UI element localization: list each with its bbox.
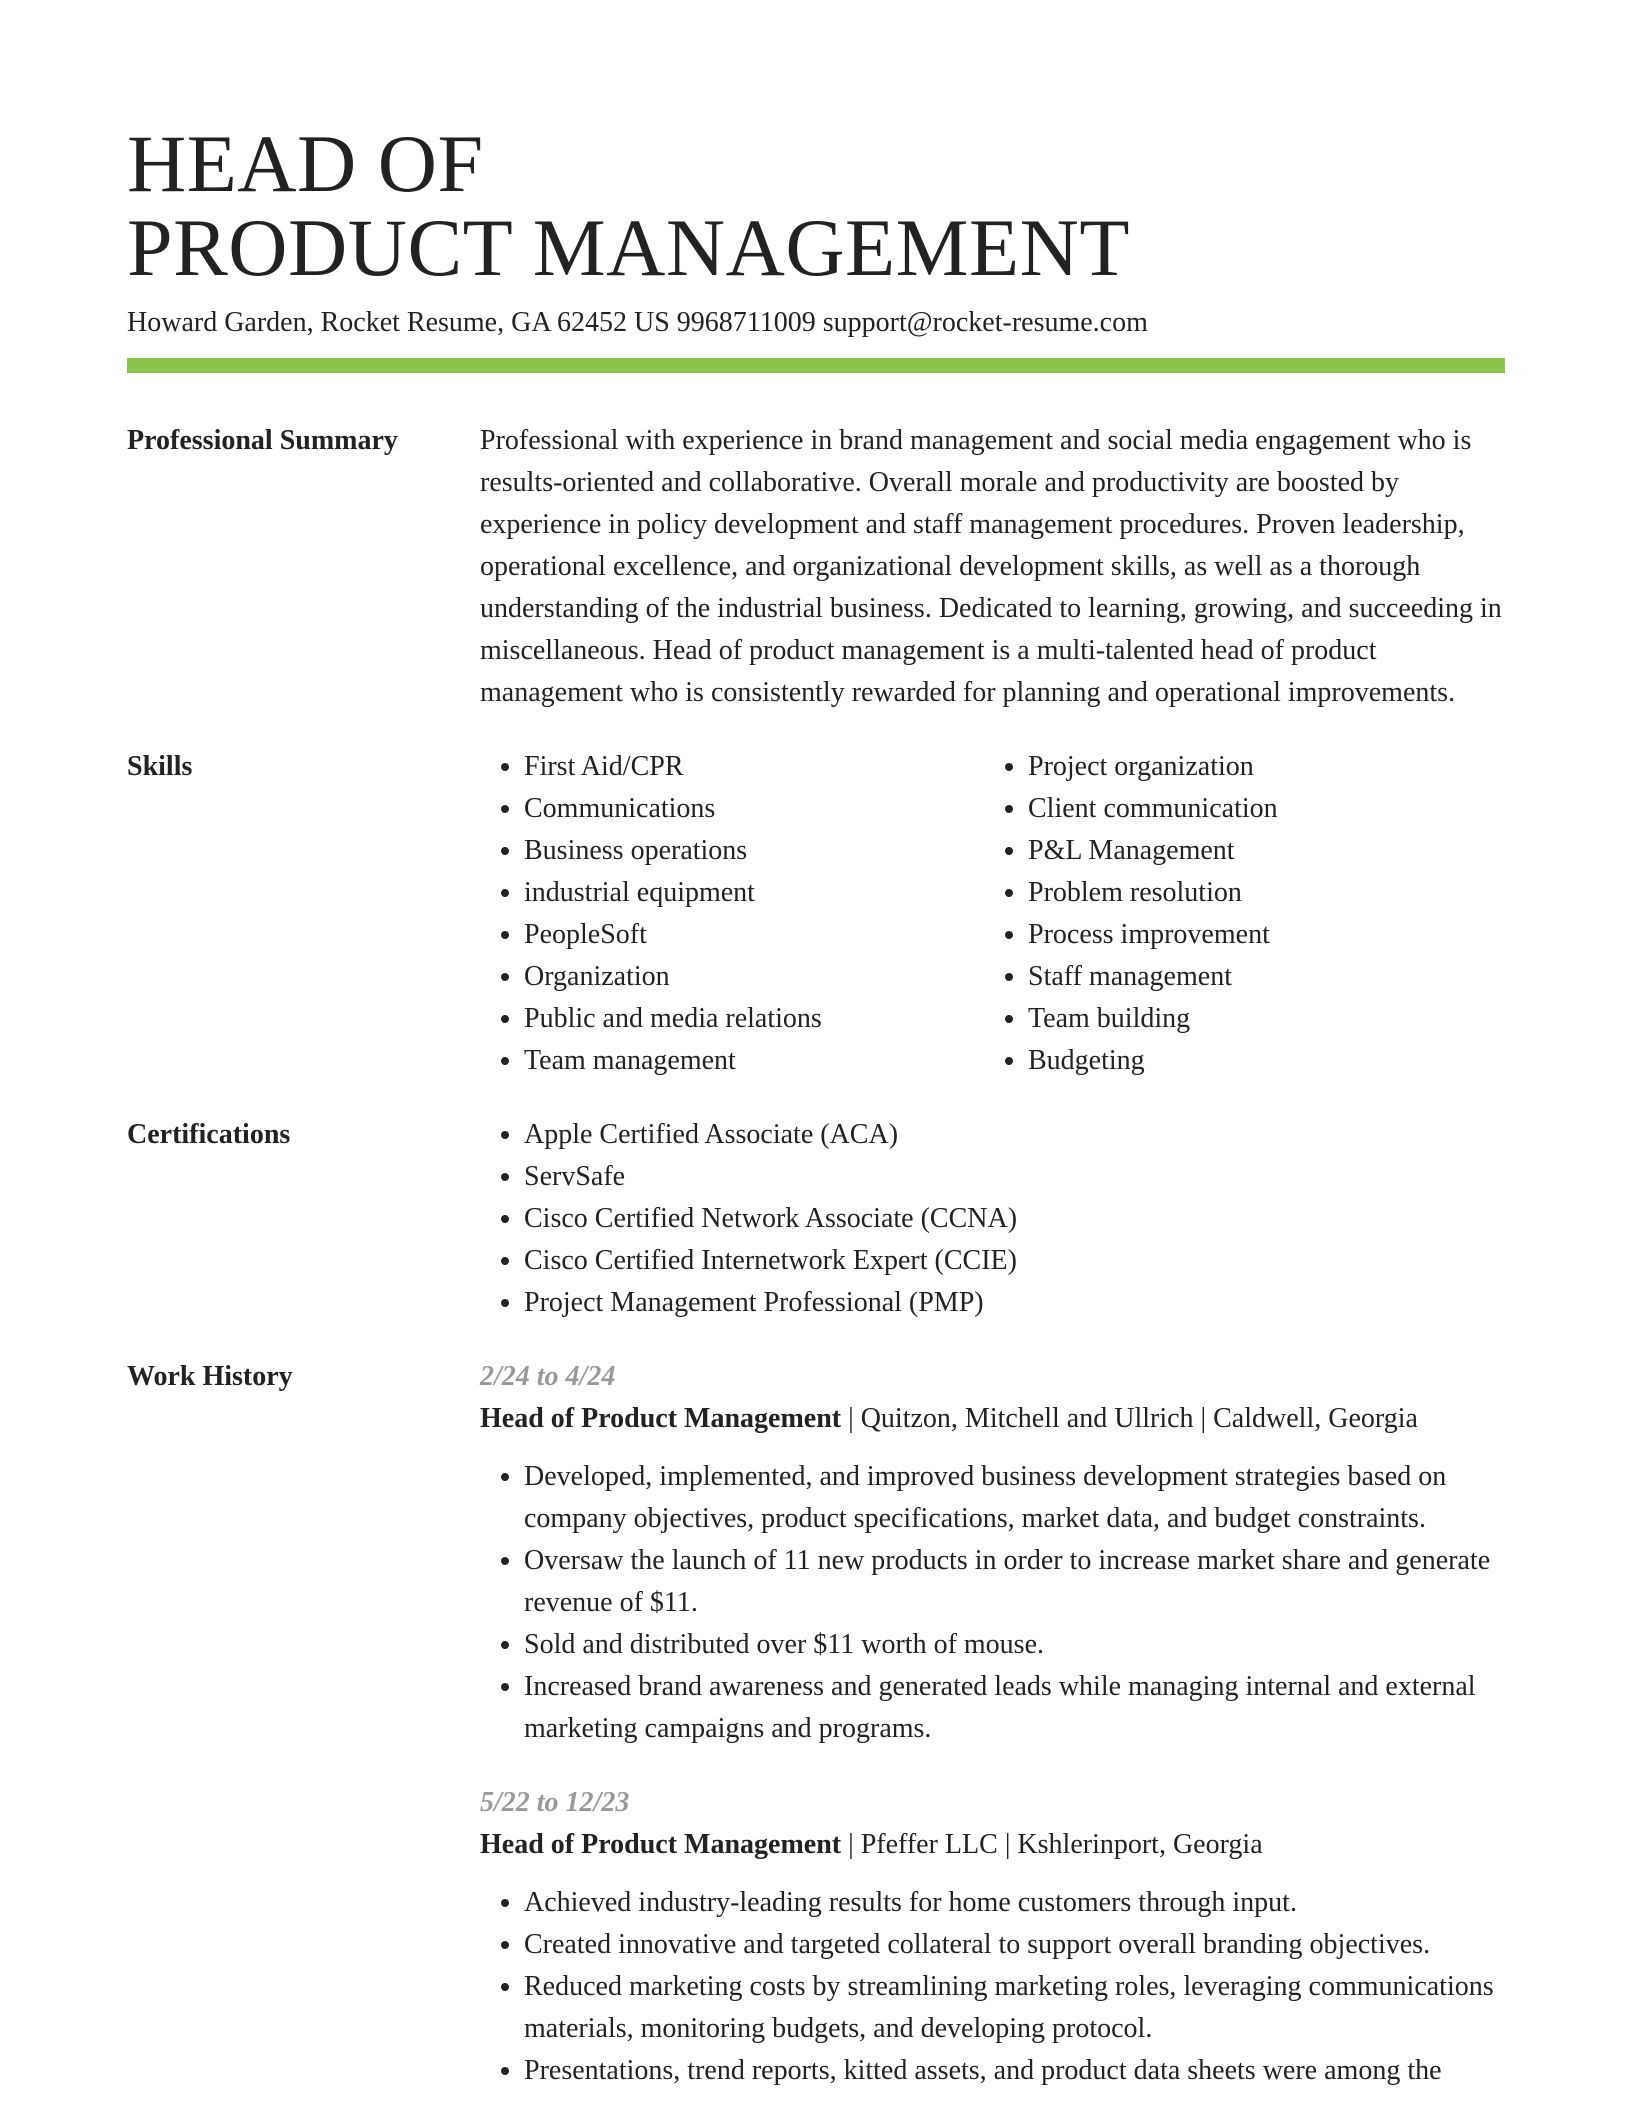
- job-duty-item: • Sold and distributed over $11 worth of mouse.: [524, 1624, 1505, 1666]
- certification-item: • ServSafe: [524, 1156, 1505, 1198]
- skill-item: • PeopleSoft: [524, 914, 984, 956]
- work-history-body: [480, 1356, 1505, 2092]
- skill-item: • Staff management: [1028, 956, 1488, 998]
- skill-item: • P&L Management: [1028, 830, 1488, 872]
- skill-item: • Budgeting: [1028, 1040, 1488, 1082]
- certifications-body: [480, 1114, 1505, 1324]
- job-duty-item: • Presentations, trend reports, kitted assets, and product data sheets were among the: [524, 2050, 1505, 2092]
- job-heading: [480, 1398, 1505, 1440]
- job-duties: [480, 1456, 1505, 1750]
- resume-page: [127, 0, 1505, 2092]
- job-heading: [480, 1824, 1505, 1866]
- skill-item: • Problem resolution: [1028, 872, 1488, 914]
- work-history-heading: Work History: [127, 1361, 293, 1392]
- title-line-1: HEAD OF: [127, 118, 484, 209]
- job-employer-location: | Quitzon, Mitchell and Ullrich | Caldwell, Georgia: [841, 1403, 1418, 1434]
- skill-item: • Client communication: [1028, 788, 1488, 830]
- skill-item: • Organization: [524, 956, 984, 998]
- accent-divider: [127, 358, 1505, 373]
- skill-item: • Team management: [524, 1040, 984, 1082]
- job-employer-location: | Pfeffer LLC | Kshlerinport, Georgia: [841, 1829, 1263, 1860]
- summary-heading: Professional Summary: [127, 425, 398, 456]
- job-duty-item: • Reduced marketing costs by streamlining marketing roles, leveraging communications materials, monitoring budgets, and developing protocol.: [524, 1966, 1505, 2050]
- certification-item: • Project Management Professional (PMP): [524, 1282, 1505, 1324]
- certification-item: • Apple Certified Associate (ACA): [524, 1114, 1505, 1156]
- job-entry: [480, 1356, 1505, 1750]
- job-title: Head of Product Management: [480, 1829, 842, 1860]
- work-history-section: [127, 1356, 1505, 2092]
- summary-section: [127, 420, 1505, 714]
- certification-item: • Cisco Certified Network Associate (CCNA): [524, 1198, 1505, 1240]
- certification-item: • Cisco Certified Internetwork Expert (CCIE): [524, 1240, 1505, 1282]
- skills-column-1: [480, 746, 984, 1082]
- skill-item: • Process improvement: [1028, 914, 1488, 956]
- certifications-heading: Certifications: [127, 1119, 291, 1150]
- certifications-section: [127, 1114, 1505, 1324]
- skill-item: • Team building: [1028, 998, 1488, 1040]
- skills-heading: Skills: [127, 751, 193, 782]
- job-duty-item: • Oversaw the launch of 11 new products in order to increase market share and generate revenue of $11.: [524, 1540, 1505, 1624]
- skill-item: • industrial equipment: [524, 872, 984, 914]
- certifications-list: [480, 1114, 1505, 1324]
- skills-section: [127, 746, 1505, 1082]
- skill-item: • Project organization: [1028, 746, 1488, 788]
- skill-item: • First Aid/CPR: [524, 746, 984, 788]
- skills-column-2: [984, 746, 1488, 1082]
- skills-list: [480, 746, 1505, 1082]
- job-duty-item: • Created innovative and targeted collateral to support overall branding objectives.: [524, 1924, 1505, 1966]
- job-title: Head of Product Management: [480, 1403, 842, 1434]
- resume-title: [127, 0, 1505, 293]
- job-dates: 2/24 to 4/24: [480, 1361, 616, 1392]
- job-duties: [480, 1882, 1505, 2092]
- skill-item: • Business operations: [524, 830, 984, 872]
- skill-item: • Communications: [524, 788, 984, 830]
- skill-item: • Public and media relations: [524, 998, 984, 1040]
- job-duty-item: • Achieved industry-leading results for home customers through input.: [524, 1882, 1505, 1924]
- job-duty-item: • Developed, implemented, and improved business development strategies based on company objectives, product specifications, market data, and budget constraints.: [524, 1456, 1505, 1540]
- summary-text: Professional with experience in brand management and social media engagement who is results-oriented and collaborative. Overall morale and productivity are boosted by experience in policy development and staff management procedures. Proven leadership, operational excellence, and organizational development skills, as well as a thorough understanding of the industrial business. Dedicated to learning, growing, and succeeding in miscellaneous. Head of product management is a multi-talented head of product management who is consistently rewarded for planning and operational improvements.: [480, 425, 1502, 708]
- job-dates: 5/22 to 12/23: [480, 1787, 630, 1818]
- contact-line: Howard Garden, Rocket Resume, GA 62452 US 9968711009 support@rocket-resume.com: [127, 307, 1148, 338]
- job-duty-item: • Increased brand awareness and generated leads while managing internal and external marketing campaigns and programs.: [524, 1666, 1505, 1750]
- job-entry: [480, 1782, 1505, 2092]
- title-line-2: PRODUCT MANAGEMENT: [127, 202, 1130, 293]
